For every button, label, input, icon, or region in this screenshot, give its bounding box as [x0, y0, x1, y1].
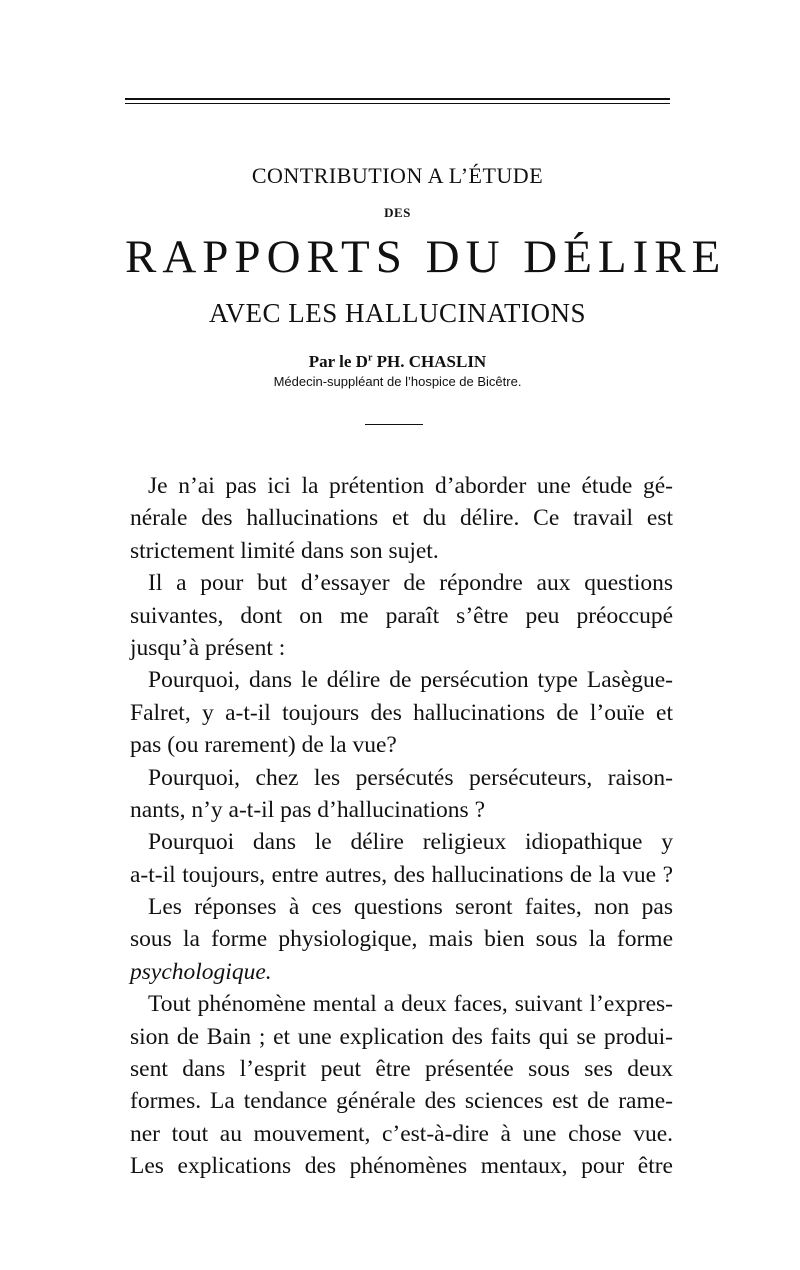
text-line: Il a pour but d’essayer de répondre aux questions — [148, 570, 673, 597]
article-subtitle: AVEC LES HALLUCINATIONS — [208, 298, 586, 328]
text-line: jusqu’à présent : — [130, 634, 286, 661]
text-line: psychologique. — [130, 958, 272, 985]
text-line: sion de Bain ; et une explication des faits qui se produi- — [130, 1023, 673, 1050]
text-line: a-t-il toujours, entre autres, des hallucinations de la vue ? — [130, 861, 673, 888]
body-text — [130, 470, 673, 1183]
author-line — [125, 352, 670, 372]
text-line: Falret, y a-t-il toujours des hallucinations de l’ouïe et — [130, 699, 673, 726]
text-line: pas (ou rarement) de la vue? — [130, 732, 397, 759]
author-name: PH. CHASLIN — [376, 352, 487, 371]
text-line: Je n’ai pas ici la prétention d’aborder une étude gé- — [148, 473, 673, 499]
text-line: Tout phénomène mental a deux faces, suivant l’expres- — [148, 991, 673, 1018]
text-line: sous la forme physiologique, mais bien sous la forme — [130, 926, 673, 953]
text-line: Les explications des phénomènes mentaux, pour être — [130, 1153, 673, 1180]
text-line: Les réponses à ces questions seront faites, non pas — [148, 894, 673, 921]
author-title-sup: r — [367, 352, 373, 364]
author-affiliation: Médecin-suppléant de l’hospice de Bicêtre. — [273, 374, 522, 389]
text-line: suivantes, dont on me paraît s’être peu préoccupé — [130, 602, 673, 629]
contribution-heading: CONTRIBUTION A L’ÉTUDE — [251, 163, 544, 188]
text-line: strictement limité dans son sujet. — [130, 537, 439, 564]
section-divider — [365, 424, 423, 425]
text-line: sent dans l’esprit peut être présentée sous ses deux — [130, 1056, 673, 1083]
header-rule-thin — [125, 103, 670, 104]
text-line: nérale des hallucinations et du délire. Ce travail est — [130, 505, 673, 532]
author-prefix: Par le D — [308, 352, 368, 371]
header-rule-thick — [125, 98, 670, 100]
text-line: nants, n’y a-t-il pas d’hallucinations ? — [130, 796, 486, 823]
des-heading: DES — [384, 205, 411, 220]
text-line: Pourquoi, chez les persécutés persécuteurs, raison- — [148, 764, 673, 791]
text-line: ner tout au mouvement, c’est-à-dire à une chose vue. — [130, 1120, 673, 1147]
text-line: Pourquoi, dans le délire de persécution type Lasègue- — [148, 667, 673, 694]
article-title: RAPPORTS DU DÉLIRE — [125, 231, 727, 283]
text-line: formes. La tendance générale des sciences est de ramе- — [130, 1088, 673, 1115]
text-line: Pourquoi dans le délire religieux idiopathique y — [148, 829, 673, 856]
